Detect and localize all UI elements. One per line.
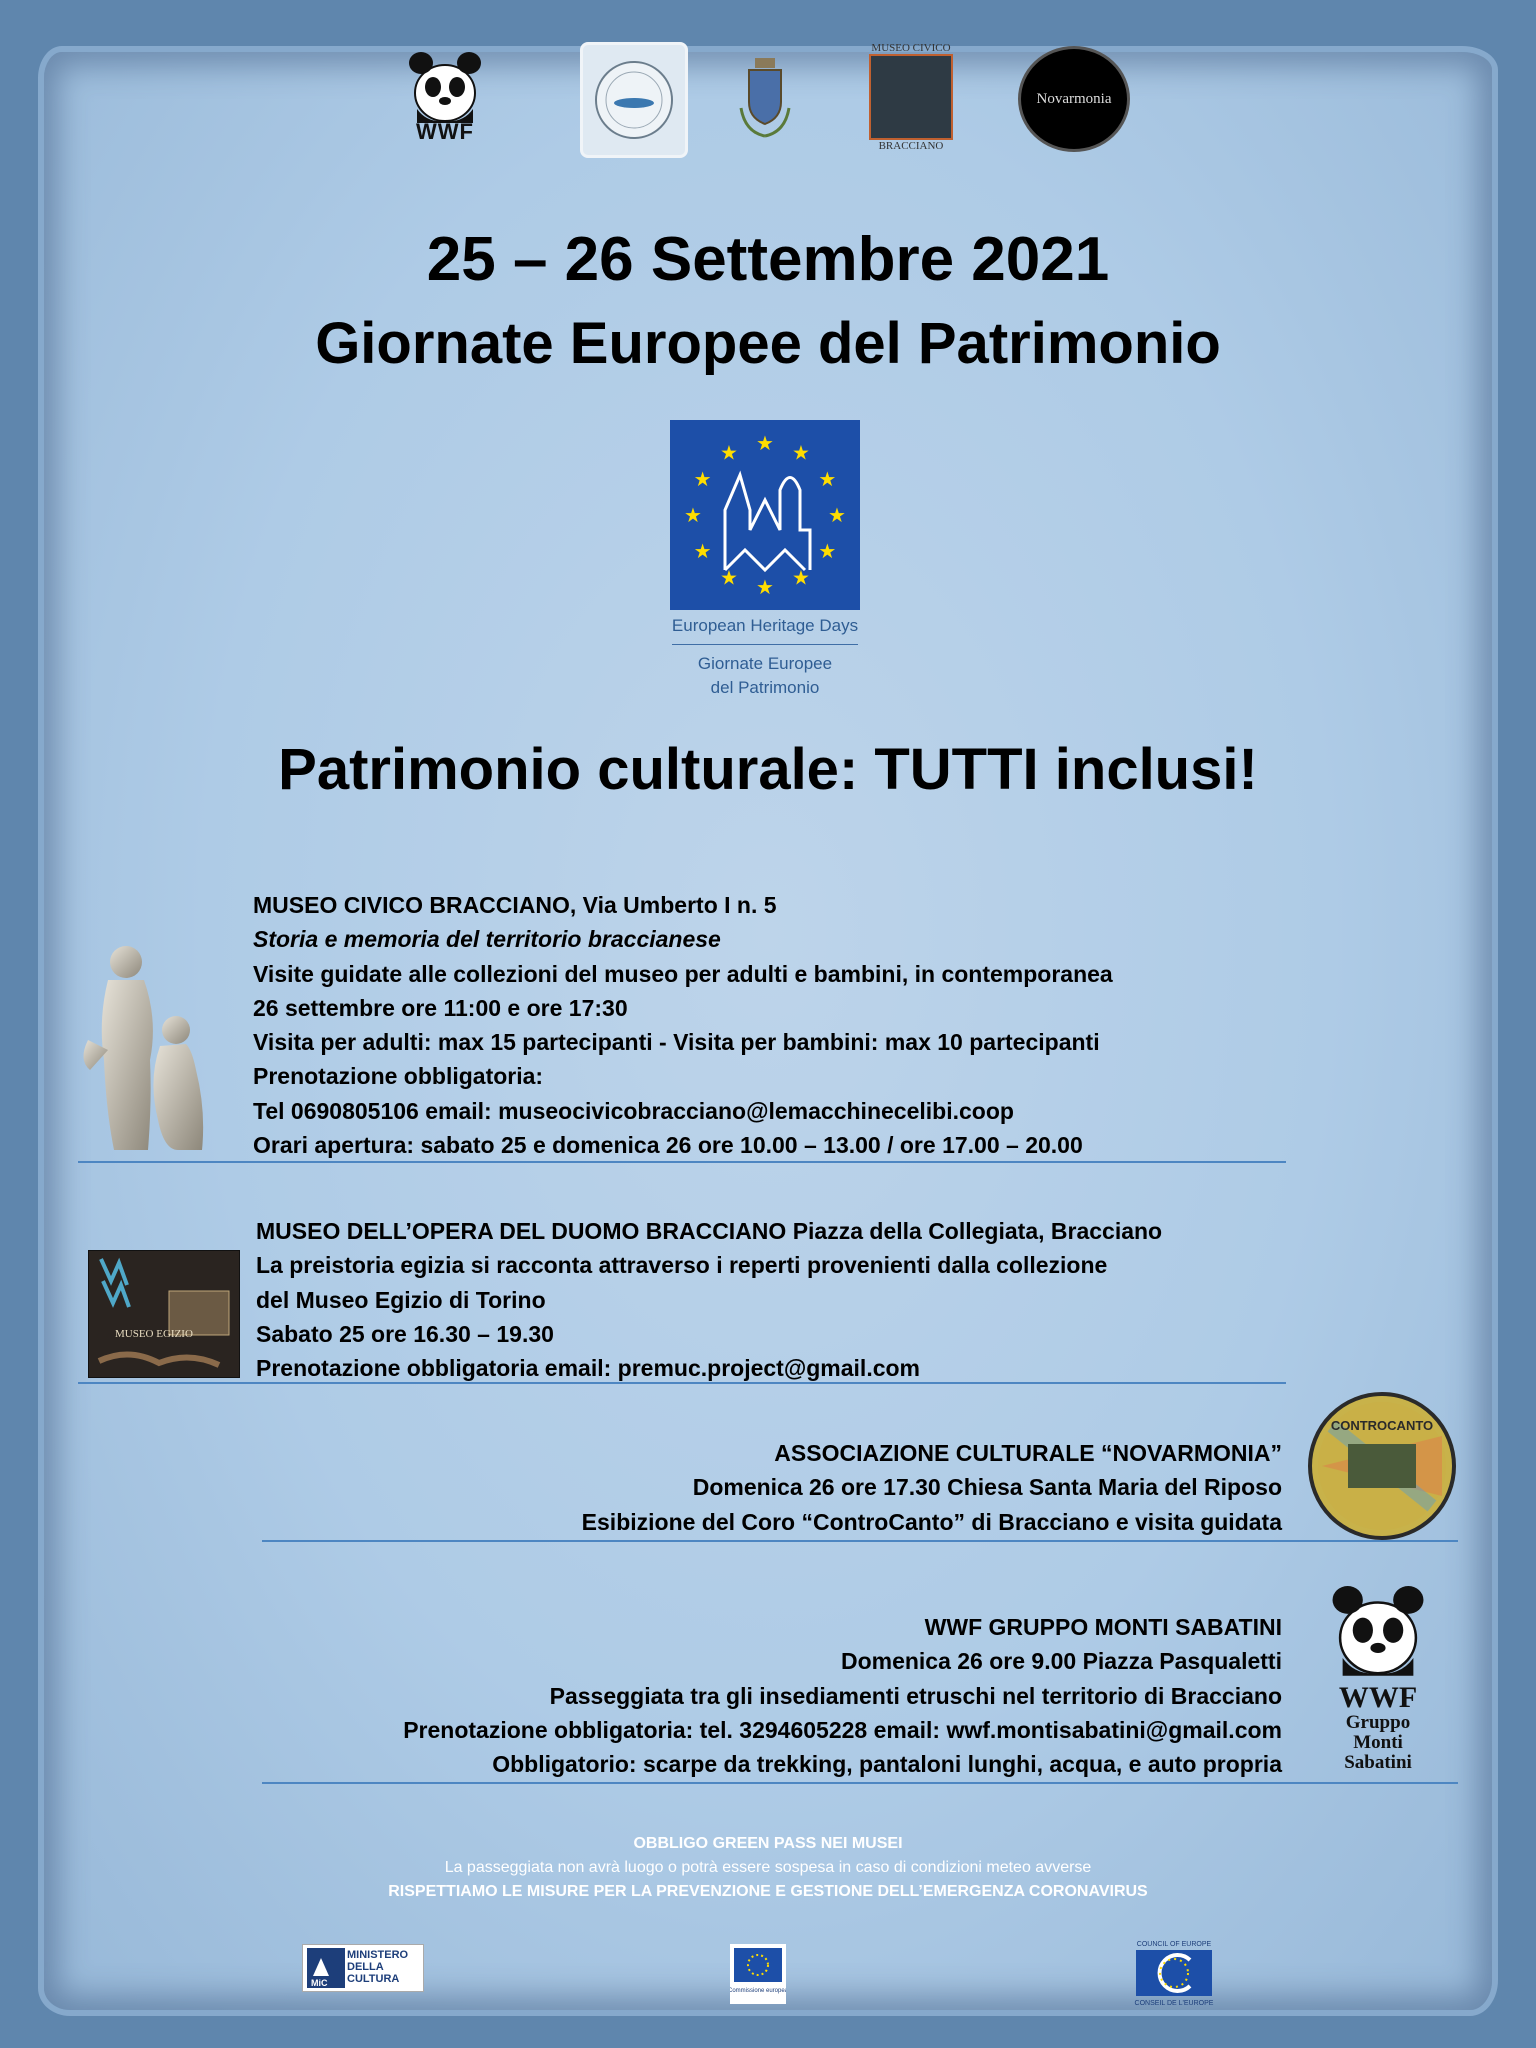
museo-civico-subtitle: Storia e memoria del territorio braccianese <box>253 926 721 953</box>
eu-star-icon: ★ <box>756 575 774 599</box>
wwf-requirements: Obbligatorio: scarpe da trekking, pantaloni lunghi, acqua, e auto propria <box>492 1751 1282 1778</box>
novarmonia-logo <box>1018 46 1130 152</box>
wwf-group-name: WWF GRUPPO MONTI SABATINI <box>924 1614 1282 1640</box>
divider-4 <box>262 1782 1458 1784</box>
mic-abbreviation: MiC <box>311 1978 328 1988</box>
panda-icon <box>1330 1580 1426 1678</box>
event-dates: 25 – 26 Settembre 2021 <box>426 225 1110 294</box>
footer-covid-notice: RISPETTIAMO LE MISURE PER LA PREVENZIONE E GESTIONE DELL’EMERGENZA CORONAVIRUS <box>388 1883 1148 1900</box>
eu-flag-icon <box>730 1944 786 2004</box>
controcanto-image <box>1312 1396 1452 1536</box>
mic-text <box>347 1949 408 1985</box>
wwf-description: Passeggiata tra gli insediamenti etruschi nel territorio di Bracciano <box>549 1682 1282 1709</box>
ehd-divider <box>672 644 858 645</box>
eu-star-icon: ★ <box>756 431 774 455</box>
novarmonia-wordmark: Novarmonia <box>1036 90 1112 107</box>
controcanto-label: CONTROCANTO <box>1330 1418 1434 1433</box>
wwf-right-line-2: Monti <box>1353 1732 1403 1753</box>
wwf-section <box>200 1610 1282 1781</box>
divider-2 <box>78 1382 1286 1384</box>
museo-duomo-booking: Prenotazione obbligatoria email: premuc.project@gmail.com <box>256 1355 921 1382</box>
crest-icon <box>735 52 795 142</box>
coe-bottom-label: CONSEIL DE L'EUROPE <box>1134 2000 1214 2007</box>
novarmonia-schedule: Domenica 26 ore 17.30 Chiesa Santa Maria del Riposo <box>692 1474 1282 1501</box>
eu-star-icon: ★ <box>693 539 712 563</box>
european-heritage-days-logo <box>670 420 860 610</box>
motto-heading: Patrimonio culturale: TUTTI inclusi! <box>278 737 1258 802</box>
eu-star-icon: ★ <box>792 565 810 590</box>
museo-civico-opening-hours: Orari apertura: sabato 25 e domenica 26 ore 10.00 – 13.00 / ore 17.00 – 20.00 <box>253 1132 1083 1159</box>
divider-3 <box>262 1540 1458 1542</box>
wwf-booking-contact: Prenotazione obbligatoria: tel. 3294605228 email: wwf.montisabatini@gmail.com <box>403 1716 1282 1743</box>
eu-star-icon: ★ <box>818 539 837 563</box>
footer-weather-notice: La passeggiata non avrà luogo o potrà essere sospesa in caso di condizioni meteo avverse <box>444 1859 1092 1876</box>
commissione-europea-logo <box>730 1944 786 2004</box>
wwf-right-line-1: Gruppo <box>1345 1712 1411 1733</box>
wwf-schedule: Domenica 26 ore 9.00 Piazza Pasqualetti <box>840 1648 1282 1675</box>
archaeology-association-logo <box>580 42 688 158</box>
statue-image <box>78 940 218 1158</box>
museo-civico-contact: Tel 0690805106 email: museocivicobracciano@lemacchinecelibi.coop <box>253 1097 1014 1124</box>
ce-label: Commissione europea <box>730 1988 786 1994</box>
museo-civico-name-address: MUSEO CIVICO BRACCIANO, Via Umberto I n. 5 <box>253 892 777 918</box>
mic-emblem-icon <box>305 1946 347 1990</box>
eu-star-icon: ★ <box>828 503 846 527</box>
divider-1 <box>78 1161 1286 1163</box>
museo-duomo-name-address: MUSEO DELL’OPERA DEL DUOMO BRACCIANO Piazza della Collegiata, Bracciano <box>256 1218 1163 1244</box>
event-title: Giornate Europee del Patrimonio <box>315 311 1221 376</box>
council-of-europe-icon <box>1130 1938 1218 2008</box>
museo-civico-caption-bottom: BRACCIANO <box>878 140 944 152</box>
museo-duomo-description-1: La preistoria egizia si racconta attraverso i reperti provenienti dalla collezione <box>256 1252 1108 1279</box>
controcanto-badge <box>1308 1392 1456 1540</box>
wwf-wordmark: WWF <box>416 119 474 144</box>
ehd-italian-line-1: Giornate Europee <box>697 654 833 673</box>
museo-duomo-schedule: Sabato 25 ore 16.30 – 19.30 <box>256 1320 554 1347</box>
statue-photo <box>78 940 218 1158</box>
ehd-english-label: European Heritage Days <box>671 616 859 635</box>
museo-duomo-description-2: del Museo Egizio di Torino <box>256 1286 546 1313</box>
museo-civico-capacity: Visita per adulti: max 15 partecipanti - Visita per bambini: max 10 partecipanti <box>253 1029 1100 1056</box>
museo-egizio-image <box>89 1251 239 1377</box>
mic-line-2: DELLA <box>347 1961 384 1973</box>
museo-egizio-caption: MUSEO EGIZIO <box>115 1328 193 1340</box>
wwf-right-wordmark: WWF <box>1338 1681 1418 1714</box>
ehd-italian-label <box>620 652 910 700</box>
eu-star-icon: ★ <box>792 440 810 465</box>
museo-egizio-photo <box>88 1250 240 1378</box>
eu-star-icon: ★ <box>720 440 738 465</box>
eu-star-icon: ★ <box>693 467 712 491</box>
museo-civico-logo <box>866 42 956 152</box>
council-of-europe-logo <box>1130 1938 1218 2008</box>
novarmonia-description: Esibizione del Coro “ControCanto” di Bracciano e visita guidata <box>581 1508 1282 1535</box>
museo-civico-description: Visite guidate alle collezioni del museo per adulti e bambini, in contemporanea <box>253 960 1113 987</box>
museo-civico-section <box>253 888 1303 1162</box>
eu-star-icon: ★ <box>684 503 702 527</box>
museo-civico-booking-label: Prenotazione obbligatoria: <box>253 1063 544 1090</box>
coe-top-label: COUNCIL OF EUROPE <box>1136 1941 1212 1948</box>
mic-line-1: MINISTERO <box>347 1949 409 1961</box>
wwf-logo <box>405 42 485 152</box>
wwf-monti-sabatini-logo <box>1318 1580 1438 1773</box>
bracciano-crest-logo <box>730 42 800 152</box>
ehd-italian-line-2: del Patrimonio <box>710 678 820 697</box>
panda-icon <box>407 49 483 123</box>
novarmonia-name: ASSOCIAZIONE CULTURALE “NOVARMONIA” <box>774 1440 1282 1466</box>
wwf-right-line-3: Sabatini <box>1344 1752 1412 1773</box>
museo-civico-image <box>869 54 953 140</box>
circle-seal-icon <box>591 57 677 143</box>
novarmonia-section <box>400 1436 1282 1539</box>
museo-civico-schedule: 26 settembre ore 11:00 e ore 17:30 <box>253 994 628 1021</box>
eu-star-icon: ★ <box>818 467 837 491</box>
mic-line-3: CULTURA <box>347 1973 400 1985</box>
footer-green-pass: OBBLIGO GREEN PASS NEI MUSEI <box>633 1835 903 1852</box>
ministero-cultura-logo <box>302 1944 424 1992</box>
museo-civico-caption-top: MUSEO CIVICO <box>871 42 951 54</box>
eu-stars-castle-icon <box>670 420 860 610</box>
museo-duomo-section <box>256 1214 1256 1385</box>
eu-star-icon: ★ <box>720 565 738 590</box>
